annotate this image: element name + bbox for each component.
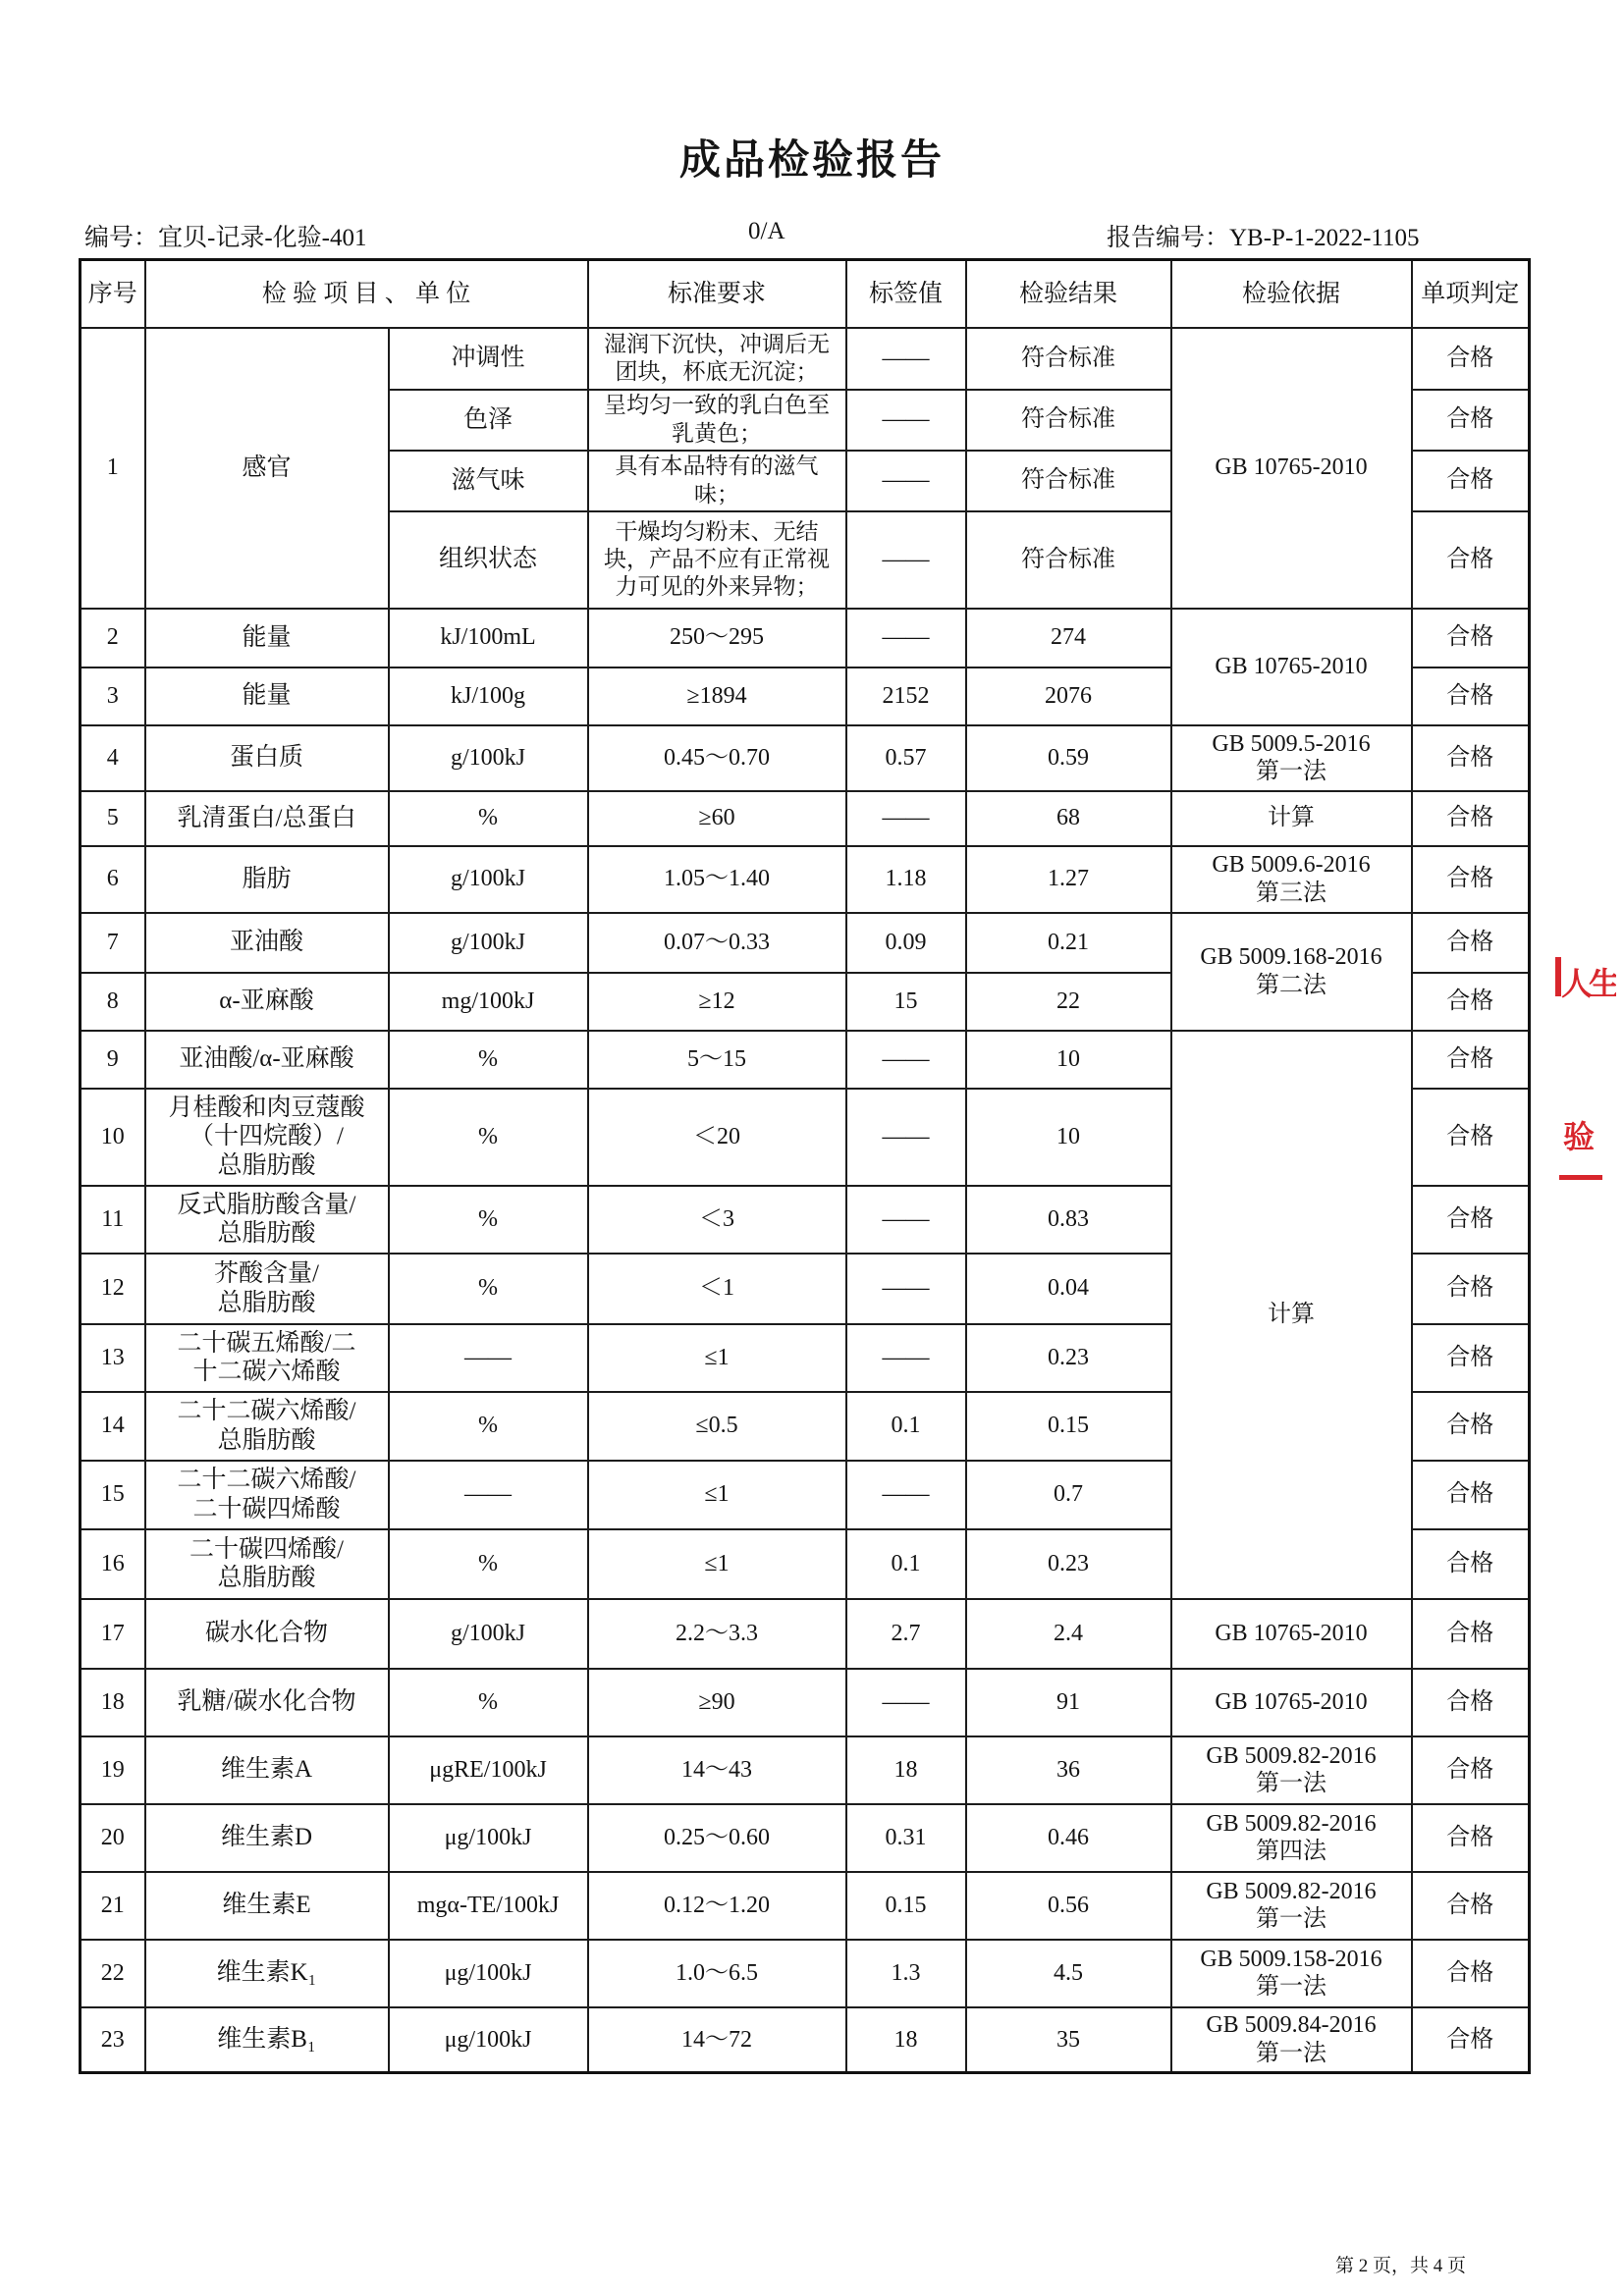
- sensory-subitem-judgment: 合格: [1412, 511, 1530, 609]
- row-3-standard: ≥1894: [588, 667, 846, 725]
- row-14-label-value: 0.1: [846, 1392, 966, 1461]
- table-row: [81, 328, 1530, 390]
- row-17-label-value: 2.7: [846, 1599, 966, 1669]
- row-20-seq: 20: [81, 1804, 145, 1872]
- row-18-basis: GB 10765-2010: [1171, 1669, 1412, 1736]
- row-11-result: 0.83: [966, 1186, 1171, 1254]
- row-21-judgment: 合格: [1412, 1872, 1530, 1940]
- row-18-seq: 18: [81, 1669, 145, 1736]
- sensory-subitem-label-value: ——: [846, 451, 966, 511]
- row-7-label-value: 0.09: [846, 913, 966, 973]
- row-2-basis: GB 10765-2010: [1171, 609, 1412, 725]
- row-22-result: 4.5: [966, 1940, 1171, 2007]
- page-footer: 第 2 页，共 4 页: [1335, 2256, 1467, 2276]
- row-13-standard: ≤1: [588, 1324, 846, 1392]
- sensory-subitem-judgment: 合格: [1412, 390, 1530, 451]
- table-row: [81, 1940, 1530, 2007]
- row-8-unit: mg/100kJ: [389, 973, 588, 1031]
- sensory-subitem-standard: 干燥均匀粉末、无结 块，产品不应有正常视 力可见的外来异物；: [588, 511, 846, 609]
- sensory-subitem-standard: 呈均匀一致的乳白色至 乳黄色；: [588, 390, 846, 451]
- row-5-item: 乳清蛋白/总蛋白: [145, 791, 389, 846]
- row-9-label-value: ——: [846, 1031, 966, 1089]
- seal-line: [1559, 1175, 1602, 1180]
- row-22-unit: μg/100kJ: [389, 1940, 588, 2007]
- row-7-standard: 0.07～0.33: [588, 913, 846, 973]
- table-row: [81, 791, 1530, 846]
- row-12-judgment: 合格: [1412, 1254, 1530, 1324]
- row-12-label-value: ——: [846, 1254, 966, 1324]
- row-22-basis: GB 5009.158-2016 第一法: [1171, 1940, 1412, 2007]
- row-13-item: 二十碳五烯酸/二 十二碳六烯酸: [145, 1324, 389, 1392]
- row-15-judgment: 合格: [1412, 1461, 1530, 1529]
- row-17-result: 2.4: [966, 1599, 1171, 1669]
- row-10-judgment: 合格: [1412, 1089, 1530, 1186]
- row-2-seq: 2: [81, 609, 145, 667]
- row-14-result: 0.15: [966, 1392, 1171, 1461]
- row-18-judgment: 合格: [1412, 1669, 1530, 1736]
- row-12-seq: 12: [81, 1254, 145, 1324]
- row-4-result: 0.59: [966, 725, 1171, 791]
- header-judgment: 单项判定: [1412, 260, 1530, 328]
- row-5-result: 68: [966, 791, 1171, 846]
- seal-text-middle: 验: [1563, 1119, 1596, 1154]
- table-row: [81, 1804, 1530, 1872]
- row-17-standard: 2.2～3.3: [588, 1599, 846, 1669]
- row-15-label-value: ——: [846, 1461, 966, 1529]
- row-18-result: 91: [966, 1669, 1171, 1736]
- row-7-seq: 7: [81, 913, 145, 973]
- row-9-judgment: 合格: [1412, 1031, 1530, 1089]
- row-9-item: 亚油酸/α-亚麻酸: [145, 1031, 389, 1089]
- row-23-item: 维生素B₁: [145, 2007, 389, 2073]
- row-4-standard: 0.45～0.70: [588, 725, 846, 791]
- row-16-item: 二十碳四烯酸/ 总脂肪酸: [145, 1529, 389, 1599]
- row-17-basis: GB 10765-2010: [1171, 1599, 1412, 1669]
- table-row: [81, 1669, 1530, 1736]
- sensory-subitem-name: 冲调性: [389, 328, 588, 390]
- row-3-unit: kJ/100g: [389, 667, 588, 725]
- row-15-result: 0.7: [966, 1461, 1171, 1529]
- row-7-item: 亚油酸: [145, 913, 389, 973]
- row-21-unit: mgα-TE/100kJ: [389, 1872, 588, 1940]
- row-16-result: 0.23: [966, 1529, 1171, 1599]
- row-20-standard: 0.25～0.60: [588, 1804, 846, 1872]
- row-4-seq: 4: [81, 725, 145, 791]
- row-18-item: 乳糖/碳水化合物: [145, 1669, 389, 1736]
- row-18-label-value: ——: [846, 1669, 966, 1736]
- record-number: 编号：宜贝-记录-化验-401: [84, 225, 367, 251]
- row-16-judgment: 合格: [1412, 1529, 1530, 1599]
- row-5-seq: 5: [81, 791, 145, 846]
- row-12-result: 0.04: [966, 1254, 1171, 1324]
- row-11-judgment: 合格: [1412, 1186, 1530, 1254]
- row-12-unit: %: [389, 1254, 588, 1324]
- row-20-basis: GB 5009.82-2016 第四法: [1171, 1804, 1412, 1872]
- row-5-basis: 计算: [1171, 791, 1412, 846]
- row-9-basis: 计算: [1171, 1031, 1412, 1599]
- row-1-basis: GB 10765-2010: [1171, 328, 1412, 609]
- row-19-unit: μgRE/100kJ: [389, 1736, 588, 1804]
- row-13-unit: ——: [389, 1324, 588, 1392]
- row-6-judgment: 合格: [1412, 846, 1530, 913]
- row-9-unit: %: [389, 1031, 588, 1089]
- row-6-item: 脂肪: [145, 846, 389, 913]
- row-6-seq: 6: [81, 846, 145, 913]
- row-9-standard: 5～15: [588, 1031, 846, 1089]
- sensory-subitem-result: 符合标准: [966, 390, 1171, 451]
- row-4-item: 蛋白质: [145, 725, 389, 791]
- row-14-judgment: 合格: [1412, 1392, 1530, 1461]
- sensory-subitem-result: 符合标准: [966, 328, 1171, 390]
- row-2-standard: 250～295: [588, 609, 846, 667]
- row-9-result: 10: [966, 1031, 1171, 1089]
- report-number: 报告编号：YB-P-1-2022-1105: [1107, 225, 1420, 251]
- row-23-standard: 14～72: [588, 2007, 846, 2073]
- row-19-seq: 19: [81, 1736, 145, 1804]
- row-19-label-value: 18: [846, 1736, 966, 1804]
- row-6-standard: 1.05～1.40: [588, 846, 846, 913]
- row-16-unit: %: [389, 1529, 588, 1599]
- row-3-seq: 3: [81, 667, 145, 725]
- row-22-judgment: 合格: [1412, 1940, 1530, 2007]
- row-19-judgment: 合格: [1412, 1736, 1530, 1804]
- row-12-standard: ＜1: [588, 1254, 846, 1324]
- row-10-seq: 10: [81, 1089, 145, 1186]
- row-8-label-value: 15: [846, 973, 966, 1031]
- header-standard: 标准要求: [588, 260, 846, 328]
- row-21-label-value: 0.15: [846, 1872, 966, 1940]
- row-13-result: 0.23: [966, 1324, 1171, 1392]
- row-6-unit: g/100kJ: [389, 846, 588, 913]
- row-10-label-value: ——: [846, 1089, 966, 1186]
- row-6-result: 1.27: [966, 846, 1171, 913]
- row-5-unit: %: [389, 791, 588, 846]
- header-basis: 检验依据: [1171, 260, 1412, 328]
- sensory-subitem-name: 色泽: [389, 390, 588, 451]
- row-17-item: 碳水化合物: [145, 1599, 389, 1669]
- row-22-seq: 22: [81, 1940, 145, 2007]
- report-title: 成品检验报告: [678, 138, 945, 184]
- row-11-label-value: ——: [846, 1186, 966, 1254]
- sensory-subitem-judgment: 合格: [1412, 451, 1530, 511]
- version-number: 0/A: [748, 218, 785, 244]
- row-15-item: 二十二碳六烯酸/ 二十碳四烯酸: [145, 1461, 389, 1529]
- row-3-label-value: 2152: [846, 667, 966, 725]
- sensory-subitem-name: 组织状态: [389, 511, 588, 609]
- row-20-result: 0.46: [966, 1804, 1171, 1872]
- row-2-judgment: 合格: [1412, 609, 1530, 667]
- row-2-result: 274: [966, 609, 1171, 667]
- row-2-label-value: ——: [846, 609, 966, 667]
- row-13-seq: 13: [81, 1324, 145, 1392]
- row-11-seq: 11: [81, 1186, 145, 1254]
- row-20-label-value: 0.31: [846, 1804, 966, 1872]
- row-22-standard: 1.0～6.5: [588, 1940, 846, 2007]
- row-19-result: 36: [966, 1736, 1171, 1804]
- sensory-subitem-label-value: ——: [846, 511, 966, 609]
- table-row: [81, 913, 1530, 973]
- row-23-judgment: 合格: [1412, 2007, 1530, 2073]
- row-7-result: 0.21: [966, 913, 1171, 973]
- row-10-unit: %: [389, 1089, 588, 1186]
- header-item-unit: 检 验 项 目 、 单 位: [145, 260, 588, 328]
- row-9-seq: 9: [81, 1031, 145, 1089]
- row-17-seq: 17: [81, 1599, 145, 1669]
- row-19-basis: GB 5009.82-2016 第一法: [1171, 1736, 1412, 1804]
- row-8-result: 22: [966, 973, 1171, 1031]
- row-20-unit: μg/100kJ: [389, 1804, 588, 1872]
- row-11-item: 反式脂肪酸含量/ 总脂肪酸: [145, 1186, 389, 1254]
- sensory-subitem-result: 符合标准: [966, 511, 1171, 609]
- row-8-seq: 8: [81, 973, 145, 1031]
- row-14-unit: %: [389, 1392, 588, 1461]
- row-20-item: 维生素D: [145, 1804, 389, 1872]
- row-23-unit: μg/100kJ: [389, 2007, 588, 2073]
- row-23-label-value: 18: [846, 2007, 966, 2073]
- header-seq: 序号: [81, 260, 145, 328]
- row-4-judgment: 合格: [1412, 725, 1530, 791]
- table-row: [81, 609, 1530, 667]
- row-8-standard: ≥12: [588, 973, 846, 1031]
- row-5-standard: ≥60: [588, 791, 846, 846]
- table-row: [81, 725, 1530, 791]
- row-14-seq: 14: [81, 1392, 145, 1461]
- row-19-standard: 14～43: [588, 1736, 846, 1804]
- sensory-subitem-judgment: 合格: [1412, 328, 1530, 390]
- sensory-subitem-name: 滋气味: [389, 451, 588, 511]
- row-17-judgment: 合格: [1412, 1599, 1530, 1669]
- row-5-judgment: 合格: [1412, 791, 1530, 846]
- row-6-basis: GB 5009.6-2016 第三法: [1171, 846, 1412, 913]
- seal-text-top: 人生: [1561, 966, 1616, 1001]
- row-15-unit: ——: [389, 1461, 588, 1529]
- row-16-label-value: 0.1: [846, 1529, 966, 1599]
- red-seal-fragment: [1555, 947, 1616, 1193]
- row-5-label-value: ——: [846, 791, 966, 846]
- row-15-standard: ≤1: [588, 1461, 846, 1529]
- table-row: [81, 1736, 1530, 1804]
- row-10-standard: ＜20: [588, 1089, 846, 1186]
- sensory-subitem-label-value: ——: [846, 390, 966, 451]
- row-21-basis: GB 5009.82-2016 第一法: [1171, 1872, 1412, 1940]
- header-label-value: 标签值: [846, 260, 966, 328]
- row-3-judgment: 合格: [1412, 667, 1530, 725]
- row-18-unit: %: [389, 1669, 588, 1736]
- row-2-item: 能量: [145, 609, 389, 667]
- row-18-standard: ≥90: [588, 1669, 846, 1736]
- row-11-standard: ＜3: [588, 1186, 846, 1254]
- row-1-seq: 1: [81, 328, 145, 609]
- row-16-standard: ≤1: [588, 1529, 846, 1599]
- row-19-item: 维生素A: [145, 1736, 389, 1804]
- row-22-label-value: 1.3: [846, 1940, 966, 2007]
- header-result: 检验结果: [966, 260, 1171, 328]
- row-2-unit: kJ/100mL: [389, 609, 588, 667]
- table-row: [81, 1872, 1530, 1940]
- row-21-result: 0.56: [966, 1872, 1171, 1940]
- row-21-seq: 21: [81, 1872, 145, 1940]
- row-3-result: 2076: [966, 667, 1171, 725]
- row-3-item: 能量: [145, 667, 389, 725]
- table-row: [81, 1599, 1530, 1669]
- table-row: [81, 2007, 1530, 2073]
- row-23-basis: GB 5009.84-2016 第一法: [1171, 2007, 1412, 2073]
- row-1-item: 感官: [145, 328, 389, 609]
- row-7-unit: g/100kJ: [389, 913, 588, 973]
- row-10-item: 月桂酸和肉豆蔻酸 （十四烷酸）/ 总脂肪酸: [145, 1089, 389, 1186]
- row-15-seq: 15: [81, 1461, 145, 1529]
- table-row: [81, 1031, 1530, 1089]
- row-17-unit: g/100kJ: [389, 1599, 588, 1669]
- sensory-subitem-label-value: ——: [846, 328, 966, 390]
- row-11-unit: %: [389, 1186, 588, 1254]
- row-12-item: 芥酸含量/ 总脂肪酸: [145, 1254, 389, 1324]
- row-6-label-value: 1.18: [846, 846, 966, 913]
- row-23-seq: 23: [81, 2007, 145, 2073]
- table-row: [81, 846, 1530, 913]
- sensory-subitem-result: 符合标准: [966, 451, 1171, 511]
- row-14-standard: ≤0.5: [588, 1392, 846, 1461]
- row-20-judgment: 合格: [1412, 1804, 1530, 1872]
- row-4-label-value: 0.57: [846, 725, 966, 791]
- row-8-item: α-亚麻酸: [145, 973, 389, 1031]
- row-13-label-value: ——: [846, 1324, 966, 1392]
- row-16-seq: 16: [81, 1529, 145, 1599]
- sensory-subitem-standard: 具有本品特有的滋气 味；: [588, 451, 846, 511]
- row-7-judgment: 合格: [1412, 913, 1530, 973]
- row-13-judgment: 合格: [1412, 1324, 1530, 1392]
- row-10-result: 10: [966, 1089, 1171, 1186]
- inspection-table: [79, 258, 1531, 2074]
- row-8-judgment: 合格: [1412, 973, 1530, 1031]
- row-4-unit: g/100kJ: [389, 725, 588, 791]
- sensory-subitem-standard: 湿润下沉快，冲调后无 团块，杯底无沉淀；: [588, 328, 846, 390]
- row-14-item: 二十二碳六烯酸/ 总脂肪酸: [145, 1392, 389, 1461]
- row-7-basis: GB 5009.168-2016 第二法: [1171, 913, 1412, 1031]
- header-row: [81, 260, 1530, 328]
- row-22-item: 维生素K₁: [145, 1940, 389, 2007]
- row-21-item: 维生素E: [145, 1872, 389, 1940]
- row-4-basis: GB 5009.5-2016 第一法: [1171, 725, 1412, 791]
- row-23-result: 35: [966, 2007, 1171, 2073]
- row-21-standard: 0.12～1.20: [588, 1872, 846, 1940]
